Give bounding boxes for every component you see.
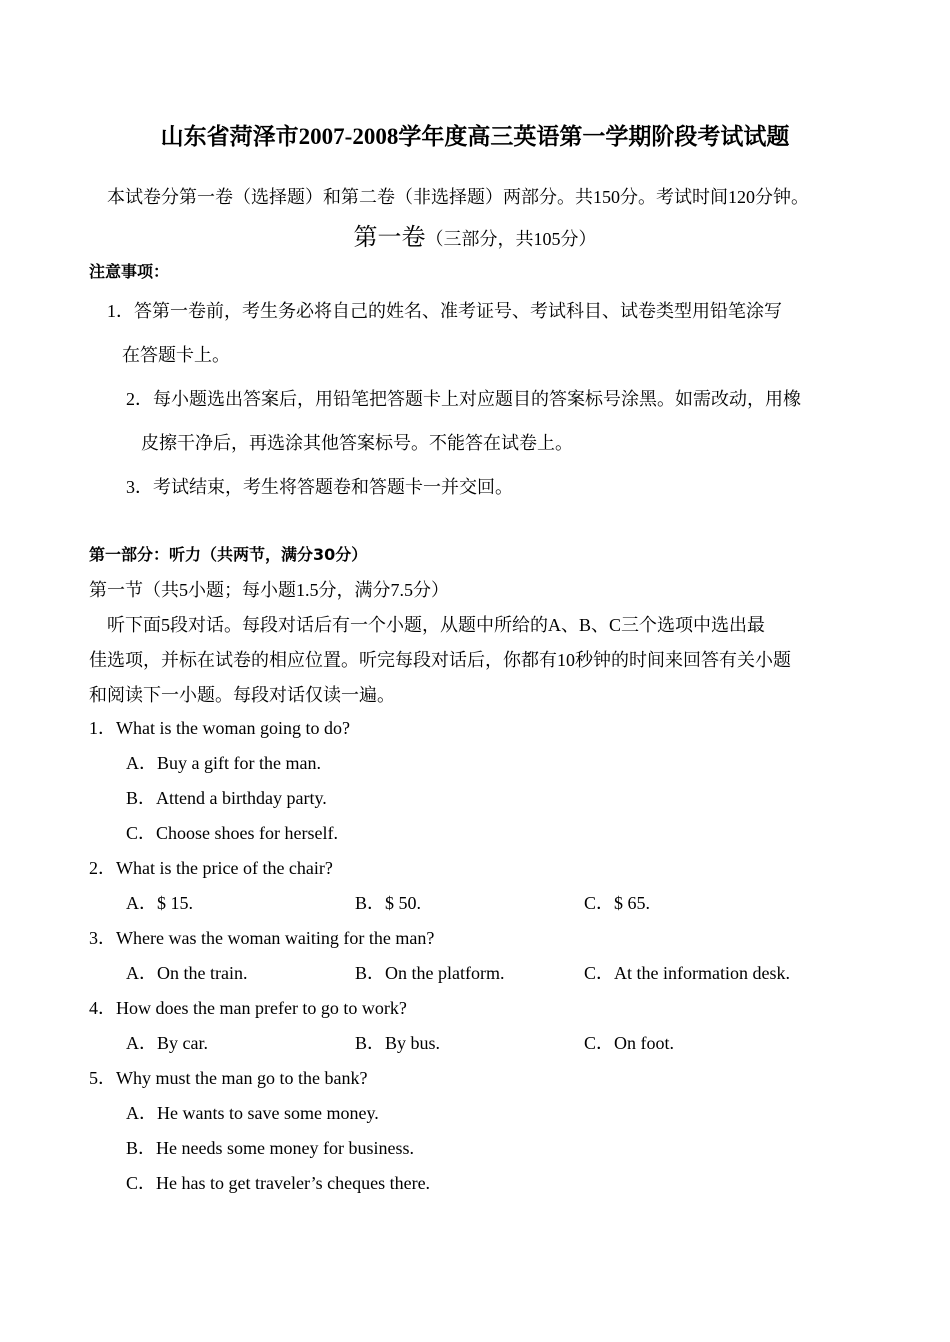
notice-heading: 注意事项： xyxy=(89,262,170,281)
volume-heading xyxy=(0,226,950,251)
notice-item-2-line-2: 皮擦干净后，再选涂其他答案标号。不能答在试卷上。 xyxy=(141,433,573,453)
q3-option-b: B．On the platform. xyxy=(355,963,505,983)
q2-option-b: B．$ 50. xyxy=(355,893,422,913)
page-title: 山东省菏泽市2007-2008学年度高三英语第一学期阶段考试试题 xyxy=(160,124,790,149)
q1-option-c: C．Choose shoes for herself. xyxy=(126,823,338,843)
intro-text: 本试卷分第一卷（选择题）和第二卷（非选择题）两部分。共150分。考试时间120分钟。 xyxy=(107,187,809,207)
question-3: 3．Where was the woman waiting for the man? xyxy=(89,928,435,948)
instructions-line-3: 和阅读下一小题。每段对话仅读一遍。 xyxy=(89,685,395,705)
question-5: 5．Why must the man go to the bank? xyxy=(89,1068,368,1088)
notice-item-1-line-1: 1．答第一卷前，考生务必将自己的姓名、准考证号、考试科目、试卷类型用铅笔涂写 xyxy=(107,301,782,321)
question-2: 2．What is the price of the chair? xyxy=(89,858,333,878)
notice-item-1-line-2: 在答题卡上。 xyxy=(122,345,230,365)
question-1: 1．What is the woman going to do? xyxy=(89,718,350,738)
q4-option-b: B．By bus. xyxy=(355,1033,441,1053)
volume-note: （三部分，共105分） xyxy=(425,229,597,249)
q5-option-c: C．He has to get traveler’s cheques there. xyxy=(126,1173,431,1193)
q1-option-b: B．Attend a birthday party. xyxy=(126,788,327,808)
q3-option-c: C．At the information desk. xyxy=(584,963,790,983)
instructions-line-2: 佳选项，并标在试卷的相应位置。听完每段对话后，你都有10秒钟的时间来回答有关小题 xyxy=(89,650,791,670)
q3-options xyxy=(126,961,813,985)
q5-option-b: B．He needs some money for business. xyxy=(126,1138,414,1158)
q1-option-a: A．Buy a gift for the man. xyxy=(126,753,321,773)
notice-item-3: 3．考试结束，考生将答题卷和答题卡一并交回。 xyxy=(126,477,513,497)
q2-option-c: C．$ 65. xyxy=(584,893,651,913)
question-4: 4．How does the man prefer to go to work? xyxy=(89,998,407,1018)
q4-options xyxy=(126,1031,813,1055)
volume-name: 第一卷 xyxy=(353,225,426,251)
notice-item-2-line-1: 2．每小题选出答案后，用铅笔把答题卡上对应题目的答案标号涂黑。如需改动，用橡 xyxy=(126,389,801,409)
q4-option-a: A．By car. xyxy=(126,1033,208,1053)
q2-option-a: A．$ 15. xyxy=(126,893,193,913)
instructions-line-1: 听下面5段对话。每段对话后有一个小题，从题中所给的A、B、C三个选项中选出最 xyxy=(107,615,766,635)
q2-options xyxy=(126,891,813,915)
section1-heading: 第一节（共5小题；每小题1.5分，满分7.5分） xyxy=(89,580,449,600)
q3-option-a: A．On the train. xyxy=(126,963,248,983)
q5-option-a: A．He wants to save some money. xyxy=(126,1103,379,1123)
part1-heading: 第一部分：听力（共两节，满分30分） xyxy=(89,545,368,564)
q4-option-c: C．On foot. xyxy=(584,1033,674,1053)
